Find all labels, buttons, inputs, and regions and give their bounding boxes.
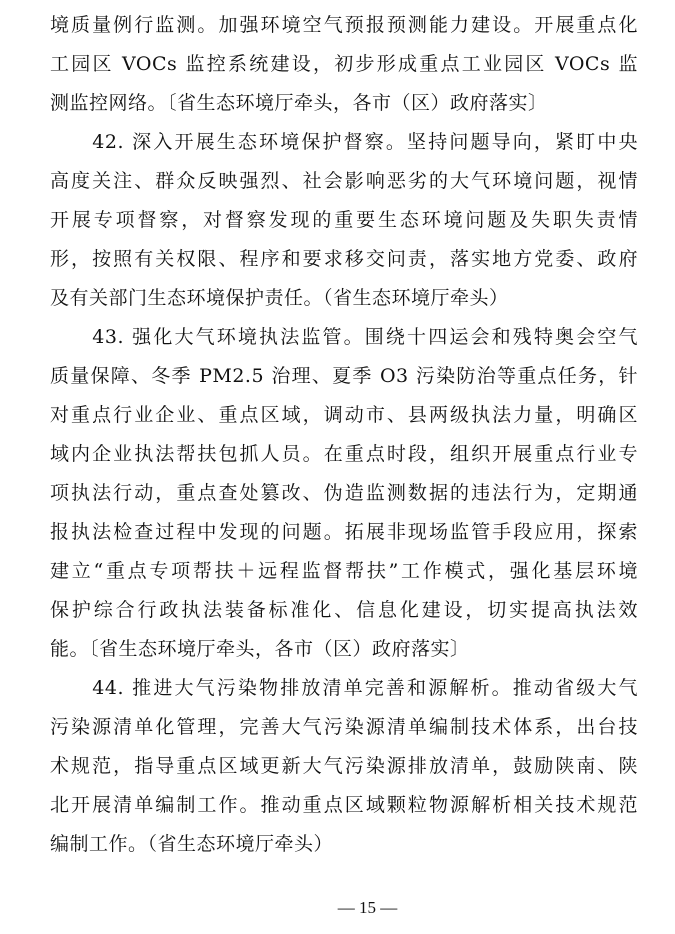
text-line: 42. 深入开展生态环境保护督察。坚持问题导向，紧盯中央 xyxy=(50,131,638,153)
text-line: 污染源清单化管理，完善大气污染源清单编制技术体系，出台技 xyxy=(50,716,638,738)
text-line: 编制工作。（省生态环境厅牵头） xyxy=(50,833,334,855)
text-line: 域内企业执法帮扶包抓人员。在重点时段，组织开展重点行业专 xyxy=(50,443,638,465)
text-line: 报执法检查过程中发现的问题。拓展非现场监管手段应用，探索 xyxy=(50,521,638,543)
paragraph-44 xyxy=(50,669,638,864)
text-line: 对重点行业企业、重点区域，调动市、县两级执法力量，明确区 xyxy=(50,404,638,426)
text-line: 测监控网络。〔省生态环境厅牵头，各市（区）政府落实〕 xyxy=(50,92,548,114)
page-number: — 15 — xyxy=(337,898,398,917)
text-line: 能。〔省生态环境厅牵头，各市（区）政府落实〕 xyxy=(50,638,470,660)
text-line: 项执法行动，重点查处篡改、伪造监测数据的违法行为，定期通 xyxy=(50,482,638,504)
paragraph-43 xyxy=(50,318,638,669)
text-line: 43. 强化大气环境执法监管。围绕十四运会和残特奥会空气 xyxy=(50,326,638,348)
text-line: 境质量例行监测。加强环境空气预报预测能力建设。开展重点化 xyxy=(50,14,638,36)
text-line: 保护综合行政执法装备标准化、信息化建设，切实提高执法效 xyxy=(50,599,638,621)
text-line: 形，按照有关权限、程序和要求移交问责，落实地方党委、政府 xyxy=(50,248,638,270)
paragraph-41-continuation xyxy=(50,6,638,123)
text-line: 质量保障、冬季 PM2.5 治理、夏季 O3 污染防治等重点任务，针 xyxy=(50,365,638,387)
text-line: 工园区 VOCs 监控系统建设，初步形成重点工业园区 VOCs 监 xyxy=(50,53,638,75)
text-line: 及有关部门生态环境保护责任。（省生态环境厅牵头） xyxy=(50,287,509,309)
text-line: 建立“重点专项帮扶＋远程监督帮扶”工作模式，强化基层环境 xyxy=(50,560,638,582)
paragraph-42 xyxy=(50,123,638,318)
text-line: 术规范，指导重点区域更新大气污染源排放清单，鼓励陕南、陕 xyxy=(50,755,638,777)
document-body xyxy=(50,6,638,864)
text-line: 开展专项督察，对督察发现的重要生态环境问题及失职失责情 xyxy=(50,209,638,231)
text-line: 高度关注、群众反映强烈、社会影响恶劣的大气环境问题，视情 xyxy=(50,170,638,192)
text-line: 44. 推进大气污染物排放清单完善和源解析。推动省级大气 xyxy=(50,677,638,699)
text-line: 北开展清单编制工作。推动重点区域颗粒物源解析相关技术规范 xyxy=(50,794,638,816)
